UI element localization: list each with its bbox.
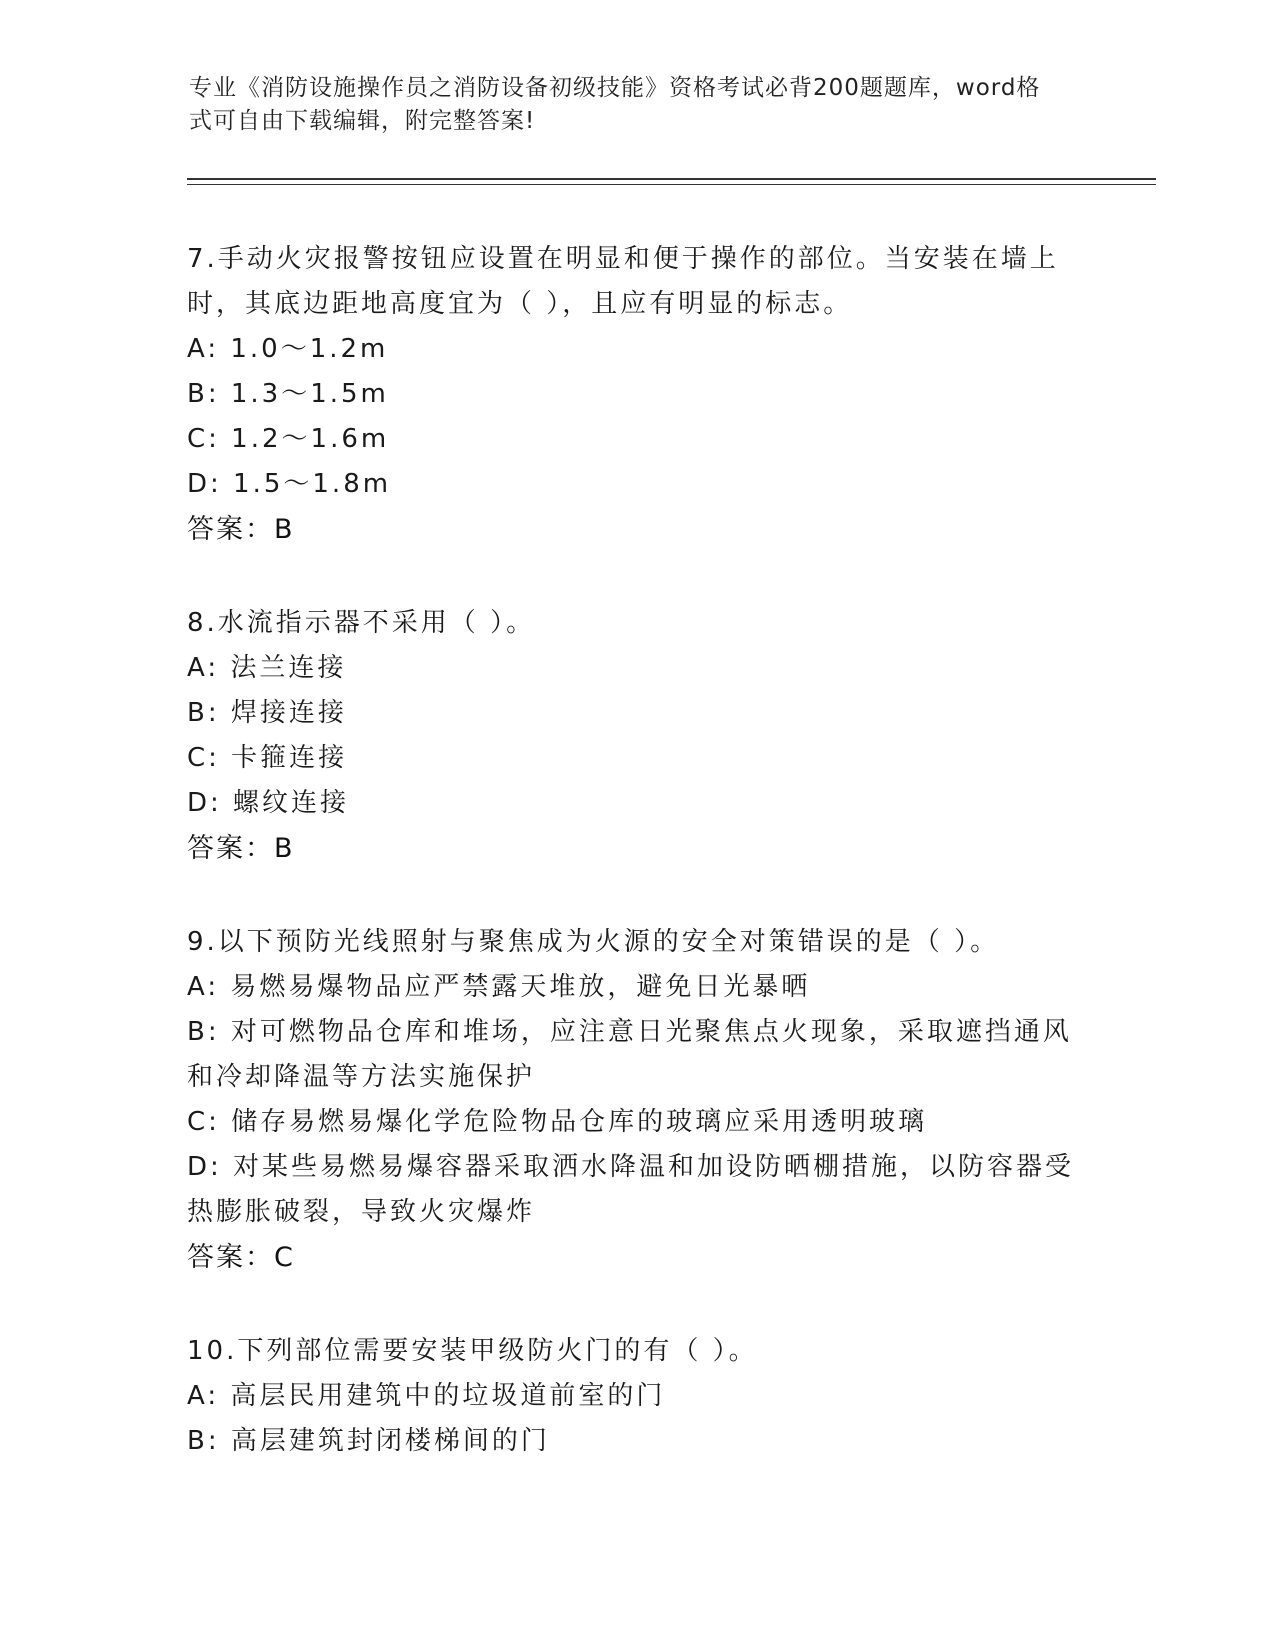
question-9	[187, 920, 1087, 1281]
header-divider-thick	[187, 178, 1156, 180]
option-b	[187, 372, 1087, 417]
header-divider-thin	[187, 184, 1156, 185]
document-header	[189, 72, 1089, 138]
option-line: 热膨胀破裂，导致火灾爆炸	[187, 1197, 536, 1227]
option-b	[187, 1010, 1087, 1100]
spacer	[187, 1281, 1087, 1329]
option-b	[187, 691, 1087, 736]
option-line: D: 1.5～1.8m	[187, 469, 392, 499]
option-a	[187, 1374, 1087, 1419]
question-stem-line: 9.以下预防光线照射与聚焦成为火源的安全对策错误的是（ ）。	[187, 927, 1000, 957]
question-stem-line: 8.水流指示器不采用（ ）。	[187, 608, 536, 638]
answer: 答案：B	[187, 514, 295, 545]
spacer	[187, 553, 1087, 601]
option-a	[187, 327, 1087, 372]
option-line: A: 法兰连接	[187, 653, 347, 683]
option-c	[187, 417, 1087, 462]
option-line: D: 对某些易燃易爆容器采取洒水降温和加设防晒棚措施，以防容器受	[187, 1152, 1075, 1182]
question-stem-line: 10.下列部位需要安装甲级防火门的有（ ）。	[187, 1336, 758, 1366]
answer: 答案：C	[187, 1242, 295, 1273]
question-list	[187, 237, 1087, 1464]
question-stem	[187, 601, 1087, 646]
option-c	[187, 736, 1087, 781]
question-stem	[187, 920, 1087, 965]
option-line: D: 螺纹连接	[187, 788, 350, 818]
question-7	[187, 237, 1087, 553]
option-line: B: 1.3～1.5m	[187, 379, 389, 409]
option-line: C: 1.2～1.6m	[187, 424, 390, 454]
question-stem	[187, 1329, 1087, 1374]
option-a	[187, 965, 1087, 1010]
option-line: C: 卡箍连接	[187, 743, 348, 773]
option-a	[187, 646, 1087, 691]
header-line-1: 专业《消防设施操作员之消防设备初级技能》资格考试必背200题题库，word格	[189, 75, 1041, 101]
question-stem-line: 时，其底边距地高度宜为（ ），且应有明显的标志。	[187, 289, 853, 319]
answer: 答案：B	[187, 833, 295, 864]
option-line: B: 对可燃物品仓库和堆场，应注意日光聚焦点火现象，采取遮挡通风	[187, 1017, 1072, 1047]
option-line: B: 高层建筑封闭楼梯间的门	[187, 1426, 550, 1456]
option-line: A: 高层民用建筑中的垃圾道前室的门	[187, 1381, 666, 1411]
question-stem-line: 7.手动火灾报警按钮应设置在明显和便于操作的部位。当安装在墙上	[187, 244, 1059, 274]
option-b	[187, 1419, 1087, 1464]
option-line: A: 1.0～1.2m	[187, 334, 389, 364]
option-d	[187, 1145, 1087, 1235]
option-d	[187, 781, 1087, 826]
spacer	[187, 872, 1087, 920]
question-8	[187, 601, 1087, 872]
option-line: 和冷却降温等方法实施保护	[187, 1062, 536, 1092]
option-d	[187, 462, 1087, 507]
header-line-2: 式可自由下载编辑，附完整答案!	[189, 108, 536, 134]
question-stem	[187, 237, 1087, 327]
option-c	[187, 1100, 1087, 1145]
question-10	[187, 1329, 1087, 1464]
option-line: A: 易燃易爆物品应严禁露天堆放，避免日光暴晒	[187, 972, 811, 1002]
option-line: C: 储存易燃易爆化学危险物品仓库的玻璃应采用透明玻璃	[187, 1107, 928, 1137]
option-line: B: 焊接连接	[187, 698, 347, 728]
